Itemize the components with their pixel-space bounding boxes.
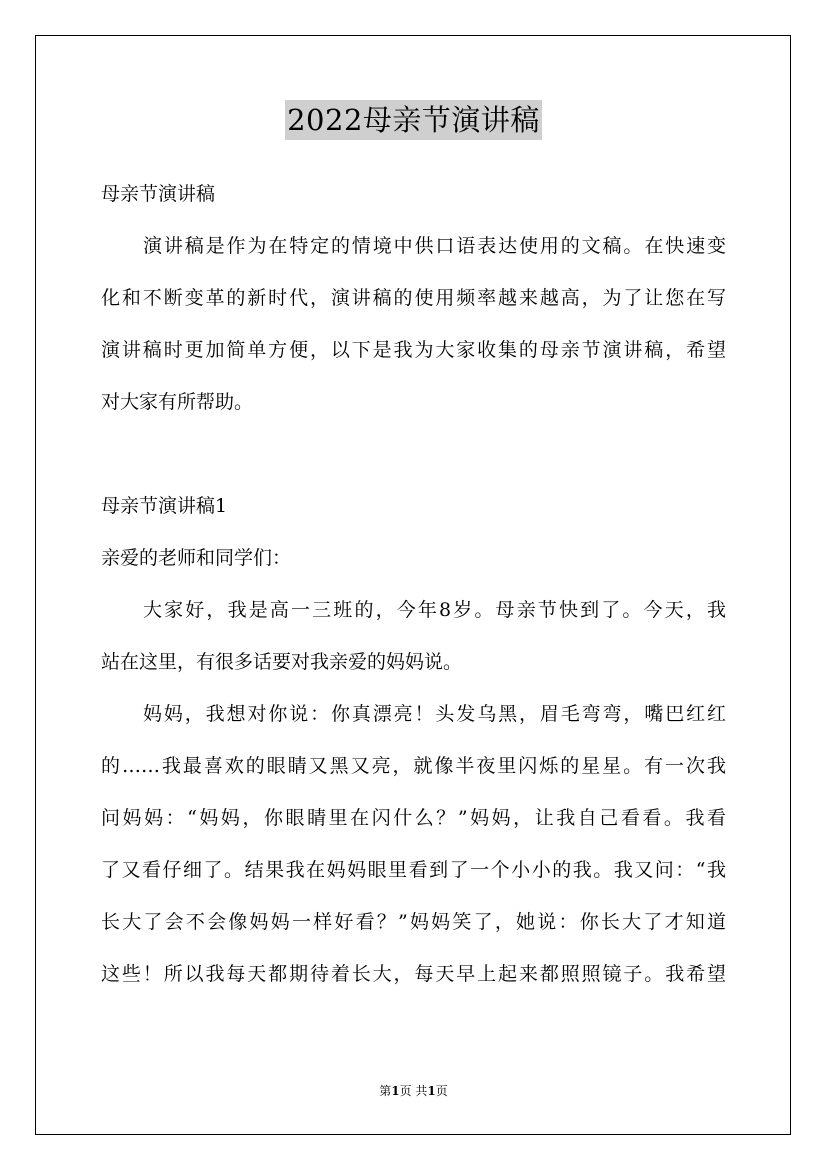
intro-paragraph-line: 演讲稿时更加简单方便，以下是我为大家收集的母亲节演讲稿，希望 bbox=[101, 339, 726, 361]
paragraph-line: 长大了会不会像妈妈一样好看？”妈妈笑了，她说：你长大了才知道 bbox=[101, 911, 726, 933]
paragraph-spacer bbox=[101, 428, 726, 480]
page-prefix: 第 bbox=[379, 1084, 392, 1098]
paragraph-line: 这些！所以我每天都期待着长大，每天早上起来都照照镜子。我希望 bbox=[101, 963, 726, 985]
document-title: 2022母亲节演讲稿 bbox=[285, 100, 542, 140]
speech-heading: 母亲节演讲稿1 bbox=[101, 495, 228, 517]
paragraph-line: 了又看仔细了。结果我在妈妈眼里看到了一个小小的我。我又问：“我 bbox=[101, 859, 726, 881]
page-current: 1 bbox=[391, 1084, 400, 1098]
paragraph-line: 大家好，我是高一三班的，今年8岁。母亲节快到了。今天，我 bbox=[143, 599, 726, 621]
document-body bbox=[101, 168, 726, 1000]
page-mid: 页 共 bbox=[399, 1084, 428, 1098]
salutation: 亲爱的老师和同学们： bbox=[101, 547, 292, 569]
intro-paragraph-line: 对大家有所帮助。 bbox=[101, 391, 254, 413]
page-footer bbox=[0, 1083, 827, 1099]
paragraph-line: 的……我最喜欢的眼睛又黑又亮，就像半夜里闪烁的星星。有一次我 bbox=[101, 755, 726, 777]
paragraph-line: 问妈妈：“妈妈，你眼睛里在闪什么？”妈妈，让我自己看看。我看 bbox=[101, 807, 726, 829]
paragraph-line: 站在这里，有很多话要对我亲爱的妈妈说。 bbox=[101, 651, 463, 673]
intro-paragraph-line: 化和不断变革的新时代，演讲稿的使用频率越来越高，为了让您在写 bbox=[101, 287, 726, 309]
paragraph-line: 妈妈，我想对你说：你真漂亮！头发乌黑，眉毛弯弯，嘴巴红红 bbox=[143, 703, 726, 725]
page-suffix: 页 bbox=[435, 1084, 448, 1098]
intro-paragraph-line: 演讲稿是作为在特定的情境中供口语表达使用的文稿。在快速变 bbox=[143, 235, 726, 257]
title-container bbox=[0, 100, 827, 140]
intro-heading: 母亲节演讲稿 bbox=[101, 183, 216, 205]
page-total: 1 bbox=[427, 1084, 436, 1098]
